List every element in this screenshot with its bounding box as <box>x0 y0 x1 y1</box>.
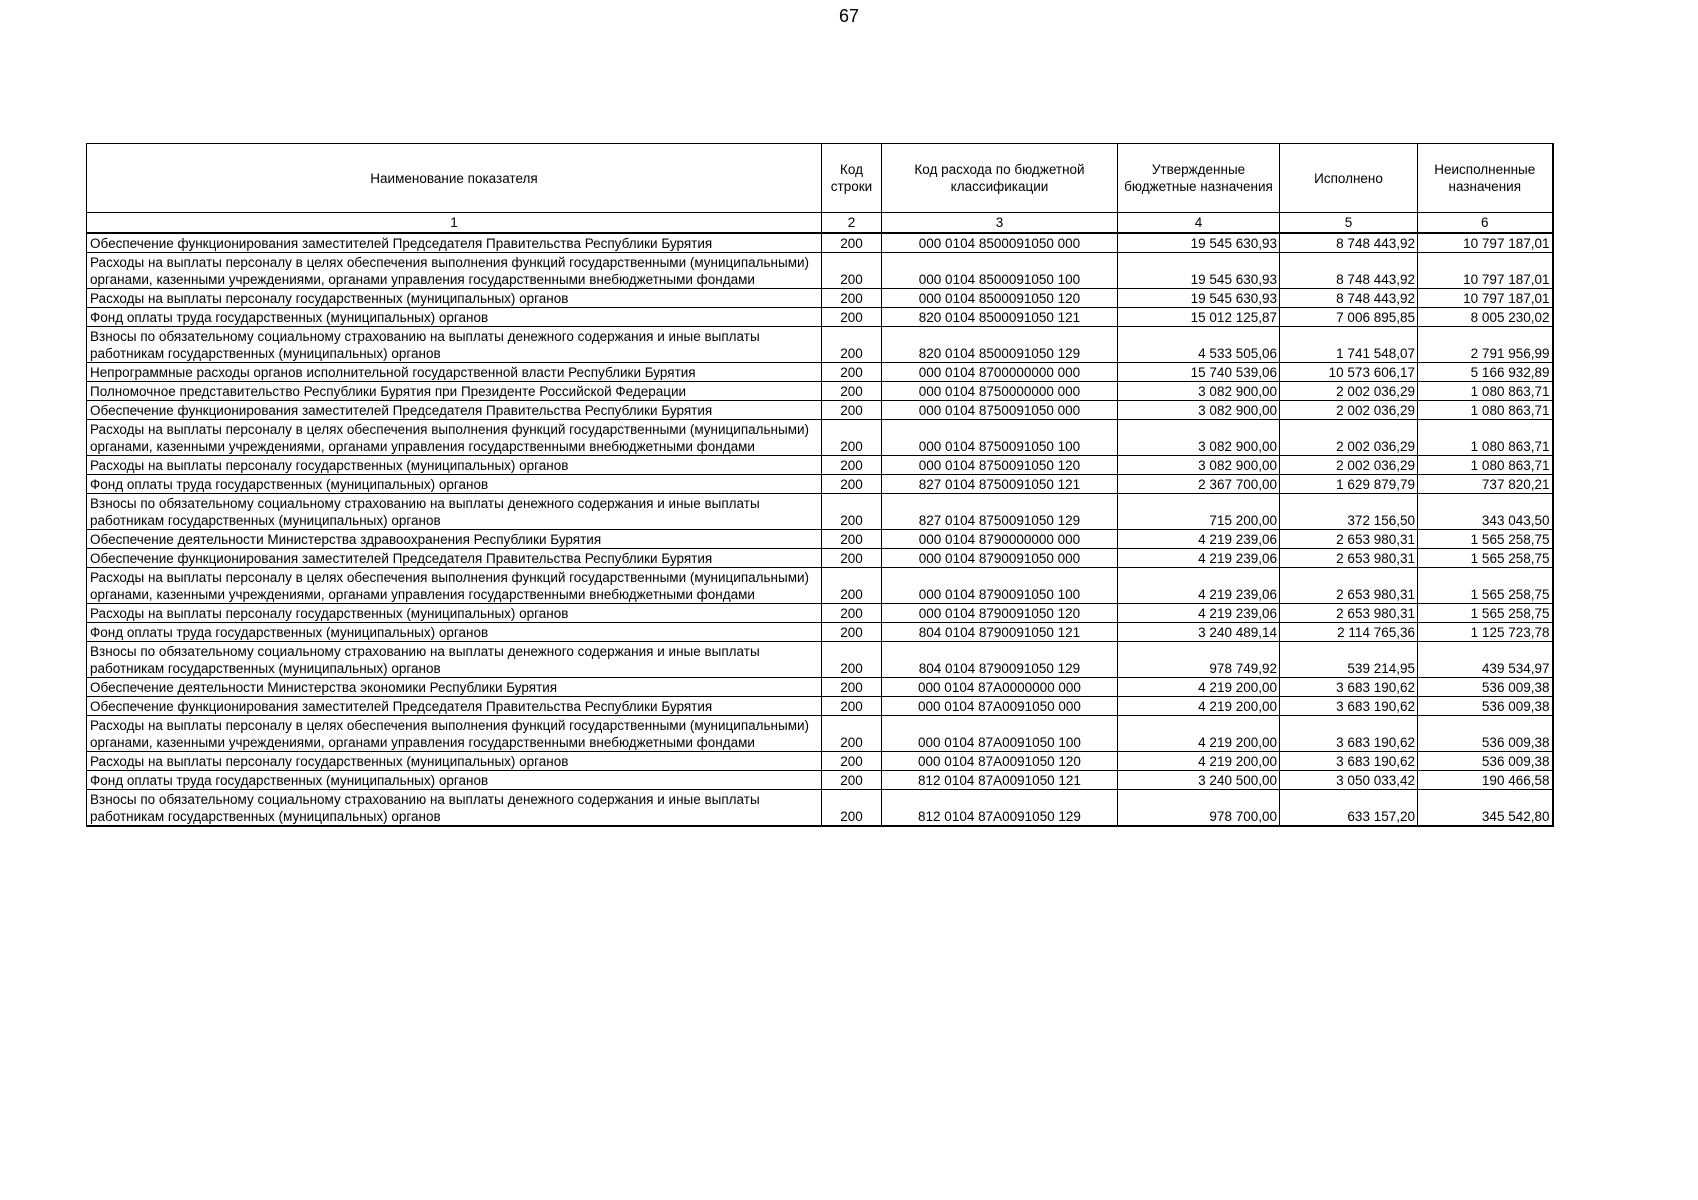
table-row <box>87 530 1553 549</box>
budget-code-cell: 000 0104 87А0091050 120 <box>882 752 1118 771</box>
column-number: 4 <box>1118 213 1280 234</box>
executed-amount-cell: 8 748 443,92 <box>1280 233 1418 253</box>
executed-amount-cell: 539 214,95 <box>1280 642 1418 678</box>
budget-code-cell: 000 0104 8500091050 100 <box>882 253 1118 289</box>
unexecuted-amount-cell: 536 009,38 <box>1418 697 1553 716</box>
table-row <box>87 233 1553 253</box>
header-indicator-name: Наименование показателя <box>87 144 822 213</box>
unexecuted-amount-cell: 343 043,50 <box>1418 494 1553 530</box>
executed-amount-cell: 8 748 443,92 <box>1280 289 1418 308</box>
budget-code-cell: 804 0104 8790091050 121 <box>882 623 1118 642</box>
column-number-row <box>87 213 1553 234</box>
unexecuted-amount-cell: 1 565 258,75 <box>1418 530 1553 549</box>
indicator-name-cell: Взносы по обязательному социальному страхованию на выплаты денежного содержания и иные выплаты работникам государственных (муниципальных) органов <box>87 327 822 363</box>
indicator-name-cell: Расходы на выплаты персоналу в целях обеспечения выполнения функций государственными (муниципальными) органами, казенными учреждениями, органами управления государственными внебюджетными фондами <box>87 716 822 752</box>
approved-amount-cell: 3 082 900,00 <box>1118 382 1280 401</box>
unexecuted-amount-cell: 536 009,38 <box>1418 752 1553 771</box>
budget-code-cell: 000 0104 8750091050 000 <box>882 401 1118 420</box>
table-row <box>87 456 1553 475</box>
approved-amount-cell: 4 219 200,00 <box>1118 752 1280 771</box>
executed-amount-cell: 3 683 190,62 <box>1280 752 1418 771</box>
executed-amount-cell: 2 002 036,29 <box>1280 401 1418 420</box>
executed-amount-cell: 2 002 036,29 <box>1280 382 1418 401</box>
approved-amount-cell: 19 545 630,93 <box>1118 289 1280 308</box>
approved-amount-cell: 4 219 200,00 <box>1118 697 1280 716</box>
table-row <box>87 308 1553 327</box>
approved-amount-cell: 978 700,00 <box>1118 790 1280 827</box>
unexecuted-amount-cell: 190 466,58 <box>1418 771 1553 790</box>
table-row <box>87 549 1553 568</box>
approved-amount-cell: 3 082 900,00 <box>1118 401 1280 420</box>
indicator-name-cell: Полномочное представительство Республики Бурятия при Президенте Российской Федерации <box>87 382 822 401</box>
table-row <box>87 790 1553 827</box>
indicator-name-cell: Взносы по обязательному социальному страхованию на выплаты денежного содержания и иные выплаты работникам государственных (муниципальных) органов <box>87 642 822 678</box>
approved-amount-cell: 4 219 239,06 <box>1118 549 1280 568</box>
column-number: 5 <box>1280 213 1418 234</box>
table-row <box>87 475 1553 494</box>
line-code-cell: 200 <box>822 233 882 253</box>
table-row <box>87 494 1553 530</box>
line-code-cell: 200 <box>822 494 882 530</box>
executed-amount-cell: 633 157,20 <box>1280 790 1418 827</box>
table-row <box>87 420 1553 456</box>
unexecuted-amount-cell: 1 080 863,71 <box>1418 401 1553 420</box>
budget-code-cell: 820 0104 8500091050 121 <box>882 308 1118 327</box>
line-code-cell: 200 <box>822 382 882 401</box>
column-number: 6 <box>1418 213 1553 234</box>
line-code-cell: 200 <box>822 549 882 568</box>
line-code-cell: 200 <box>822 420 882 456</box>
executed-amount-cell: 372 156,50 <box>1280 494 1418 530</box>
line-code-cell: 200 <box>822 623 882 642</box>
line-code-cell: 200 <box>822 771 882 790</box>
unexecuted-amount-cell: 2 791 956,99 <box>1418 327 1553 363</box>
executed-amount-cell: 1 741 548,07 <box>1280 327 1418 363</box>
indicator-name-cell: Фонд оплаты труда государственных (муниципальных) органов <box>87 623 822 642</box>
unexecuted-amount-cell: 536 009,38 <box>1418 678 1553 697</box>
line-code-cell: 200 <box>822 289 882 308</box>
line-code-cell: 200 <box>822 456 882 475</box>
budget-code-cell: 000 0104 8700000000 000 <box>882 363 1118 382</box>
unexecuted-amount-cell: 1 125 723,78 <box>1418 623 1553 642</box>
budget-code-cell: 000 0104 8790091050 100 <box>882 568 1118 604</box>
unexecuted-amount-cell: 8 005 230,02 <box>1418 308 1553 327</box>
table-row <box>87 401 1553 420</box>
approved-amount-cell: 4 219 239,06 <box>1118 568 1280 604</box>
unexecuted-amount-cell: 5 166 932,89 <box>1418 363 1553 382</box>
header-budget-classification-code: Код расхода по бюджетной классификации <box>882 144 1118 213</box>
table-header-row <box>87 144 1553 213</box>
indicator-name-cell: Взносы по обязательному социальному страхованию на выплаты денежного содержания и иные выплаты работникам государственных (муниципальных) органов <box>87 494 822 530</box>
line-code-cell: 200 <box>822 363 882 382</box>
executed-amount-cell: 3 683 190,62 <box>1280 678 1418 697</box>
unexecuted-amount-cell: 10 797 187,01 <box>1418 289 1553 308</box>
unexecuted-amount-cell: 439 534,97 <box>1418 642 1553 678</box>
line-code-cell: 200 <box>822 678 882 697</box>
executed-amount-cell: 2 114 765,36 <box>1280 623 1418 642</box>
approved-amount-cell: 4 219 200,00 <box>1118 716 1280 752</box>
approved-amount-cell: 3 240 500,00 <box>1118 771 1280 790</box>
indicator-name-cell: Расходы на выплаты персоналу в целях обеспечения выполнения функций государственными (муниципальными) органами, казенными учреждениями, органами управления государственными внебюджетными фондами <box>87 568 822 604</box>
budget-code-cell: 000 0104 8750091050 100 <box>882 420 1118 456</box>
budget-code-cell: 000 0104 8500091050 120 <box>882 289 1118 308</box>
executed-amount-cell: 10 573 606,17 <box>1280 363 1418 382</box>
unexecuted-amount-cell: 1 080 863,71 <box>1418 382 1553 401</box>
header-line-code: Код строки <box>822 144 882 213</box>
line-code-cell: 200 <box>822 642 882 678</box>
unexecuted-amount-cell: 345 542,80 <box>1418 790 1553 827</box>
line-code-cell: 200 <box>822 790 882 827</box>
table-row <box>87 642 1553 678</box>
unexecuted-amount-cell: 1 565 258,75 <box>1418 568 1553 604</box>
budget-code-cell: 827 0104 8750091050 129 <box>882 494 1118 530</box>
executed-amount-cell: 7 006 895,85 <box>1280 308 1418 327</box>
header-unexecuted-assignments: Неисполненные назначения <box>1418 144 1553 213</box>
executed-amount-cell: 2 002 036,29 <box>1280 456 1418 475</box>
indicator-name-cell: Расходы на выплаты персоналу государственных (муниципальных) органов <box>87 604 822 623</box>
line-code-cell: 200 <box>822 308 882 327</box>
indicator-name-cell: Фонд оплаты труда государственных (муниципальных) органов <box>87 475 822 494</box>
table-row <box>87 678 1553 697</box>
indicator-name-cell: Фонд оплаты труда государственных (муниципальных) органов <box>87 308 822 327</box>
unexecuted-amount-cell: 10 797 187,01 <box>1418 233 1553 253</box>
executed-amount-cell: 3 683 190,62 <box>1280 716 1418 752</box>
executed-amount-cell: 2 653 980,31 <box>1280 549 1418 568</box>
budget-code-cell: 000 0104 87А0000000 000 <box>882 678 1118 697</box>
indicator-name-cell: Обеспечение функционирования заместителей Председателя Правительства Республики Бурятия <box>87 697 822 716</box>
indicator-name-cell: Обеспечение деятельности Министерства экономики Республики Бурятия <box>87 678 822 697</box>
budget-code-cell: 827 0104 8750091050 121 <box>882 475 1118 494</box>
table-row <box>87 363 1553 382</box>
approved-amount-cell: 4 219 200,00 <box>1118 678 1280 697</box>
indicator-name-cell: Обеспечение функционирования заместителей Председателя Правительства Республики Бурятия <box>87 401 822 420</box>
indicator-name-cell: Расходы на выплаты персоналу государственных (муниципальных) органов <box>87 289 822 308</box>
approved-amount-cell: 4 219 239,06 <box>1118 604 1280 623</box>
column-number: 2 <box>822 213 882 234</box>
budget-code-cell: 000 0104 87А0091050 000 <box>882 697 1118 716</box>
executed-amount-cell: 2 653 980,31 <box>1280 530 1418 549</box>
budget-code-cell: 820 0104 8500091050 129 <box>882 327 1118 363</box>
budget-code-cell: 804 0104 8790091050 129 <box>882 642 1118 678</box>
executed-amount-cell: 3 683 190,62 <box>1280 697 1418 716</box>
table-row <box>87 568 1553 604</box>
table-row <box>87 697 1553 716</box>
line-code-cell: 200 <box>822 568 882 604</box>
approved-amount-cell: 19 545 630,93 <box>1118 233 1280 253</box>
indicator-name-cell: Расходы на выплаты персоналу в целях обеспечения выполнения функций государственными (муниципальными) органами, казенными учреждениями, органами управления государственными внебюджетными фондами <box>87 420 822 456</box>
line-code-cell: 200 <box>822 327 882 363</box>
table-row <box>87 623 1553 642</box>
table-body <box>87 233 1553 826</box>
executed-amount-cell: 2 002 036,29 <box>1280 420 1418 456</box>
budget-code-cell: 000 0104 8790000000 000 <box>882 530 1118 549</box>
approved-amount-cell: 3 082 900,00 <box>1118 420 1280 456</box>
unexecuted-amount-cell: 737 820,21 <box>1418 475 1553 494</box>
unexecuted-amount-cell: 1 565 258,75 <box>1418 549 1553 568</box>
line-code-cell: 200 <box>822 716 882 752</box>
table-row <box>87 771 1553 790</box>
line-code-cell: 200 <box>822 604 882 623</box>
column-number: 3 <box>882 213 1118 234</box>
indicator-name-cell: Обеспечение функционирования заместителей Председателя Правительства Республики Бурятия <box>87 549 822 568</box>
approved-amount-cell: 4 533 505,06 <box>1118 327 1280 363</box>
executed-amount-cell: 2 653 980,31 <box>1280 568 1418 604</box>
approved-amount-cell: 19 545 630,93 <box>1118 253 1280 289</box>
table-row <box>87 382 1553 401</box>
approved-amount-cell: 4 219 239,06 <box>1118 530 1280 549</box>
approved-amount-cell: 15 012 125,87 <box>1118 308 1280 327</box>
approved-amount-cell: 3 082 900,00 <box>1118 456 1280 475</box>
budget-code-cell: 000 0104 8790091050 120 <box>882 604 1118 623</box>
indicator-name-cell: Расходы на выплаты персоналу государственных (муниципальных) органов <box>87 456 822 475</box>
unexecuted-amount-cell: 1 080 863,71 <box>1418 420 1553 456</box>
table-row <box>87 604 1553 623</box>
indicator-name-cell: Взносы по обязательному социальному страхованию на выплаты денежного содержания и иные выплаты работникам государственных (муниципальных) органов <box>87 790 822 827</box>
table-row <box>87 253 1553 289</box>
table-row <box>87 289 1553 308</box>
budget-code-cell: 000 0104 87А0091050 100 <box>882 716 1118 752</box>
line-code-cell: 200 <box>822 253 882 289</box>
indicator-name-cell: Фонд оплаты труда государственных (муниципальных) органов <box>87 771 822 790</box>
line-code-cell: 200 <box>822 697 882 716</box>
executed-amount-cell: 8 748 443,92 <box>1280 253 1418 289</box>
budget-code-cell: 000 0104 8750091050 120 <box>882 456 1118 475</box>
indicator-name-cell: Непрограммные расходы органов исполнительной государственной власти Республики Бурятия <box>87 363 822 382</box>
budget-code-cell: 000 0104 8790091050 000 <box>882 549 1118 568</box>
approved-amount-cell: 3 240 489,14 <box>1118 623 1280 642</box>
unexecuted-amount-cell: 1 080 863,71 <box>1418 456 1553 475</box>
budget-code-cell: 000 0104 8500091050 000 <box>882 233 1118 253</box>
table-row <box>87 327 1553 363</box>
line-code-cell: 200 <box>822 475 882 494</box>
header-approved-assignments: Утвержденные бюджетные назначения <box>1118 144 1280 213</box>
line-code-cell: 200 <box>822 530 882 549</box>
table-row <box>87 752 1553 771</box>
indicator-name-cell: Обеспечение деятельности Министерства здравоохранения Республики Бурятия <box>87 530 822 549</box>
line-code-cell: 200 <box>822 401 882 420</box>
budget-code-cell: 812 0104 87А0091050 129 <box>882 790 1118 827</box>
table-row <box>87 716 1553 752</box>
unexecuted-amount-cell: 1 565 258,75 <box>1418 604 1553 623</box>
indicator-name-cell: Расходы на выплаты персоналу государственных (муниципальных) органов <box>87 752 822 771</box>
page-number: 67 <box>838 6 860 26</box>
approved-amount-cell: 715 200,00 <box>1118 494 1280 530</box>
indicator-name-cell: Обеспечение функционирования заместителей Председателя Правительства Республики Бурятия <box>87 233 822 253</box>
column-number: 1 <box>87 213 822 234</box>
budget-code-cell: 000 0104 8750000000 000 <box>882 382 1118 401</box>
line-code-cell: 200 <box>822 752 882 771</box>
budget-execution-table <box>86 143 1554 827</box>
indicator-name-cell: Расходы на выплаты персоналу в целях обеспечения выполнения функций государственными (муниципальными) органами, казенными учреждениями, органами управления государственными внебюджетными фондами <box>87 253 822 289</box>
executed-amount-cell: 3 050 033,42 <box>1280 771 1418 790</box>
header-executed: Исполнено <box>1280 144 1418 213</box>
approved-amount-cell: 2 367 700,00 <box>1118 475 1280 494</box>
budget-code-cell: 812 0104 87А0091050 121 <box>882 771 1118 790</box>
unexecuted-amount-cell: 536 009,38 <box>1418 716 1553 752</box>
executed-amount-cell: 2 653 980,31 <box>1280 604 1418 623</box>
unexecuted-amount-cell: 10 797 187,01 <box>1418 253 1553 289</box>
approved-amount-cell: 15 740 539,06 <box>1118 363 1280 382</box>
approved-amount-cell: 978 749,92 <box>1118 642 1280 678</box>
executed-amount-cell: 1 629 879,79 <box>1280 475 1418 494</box>
